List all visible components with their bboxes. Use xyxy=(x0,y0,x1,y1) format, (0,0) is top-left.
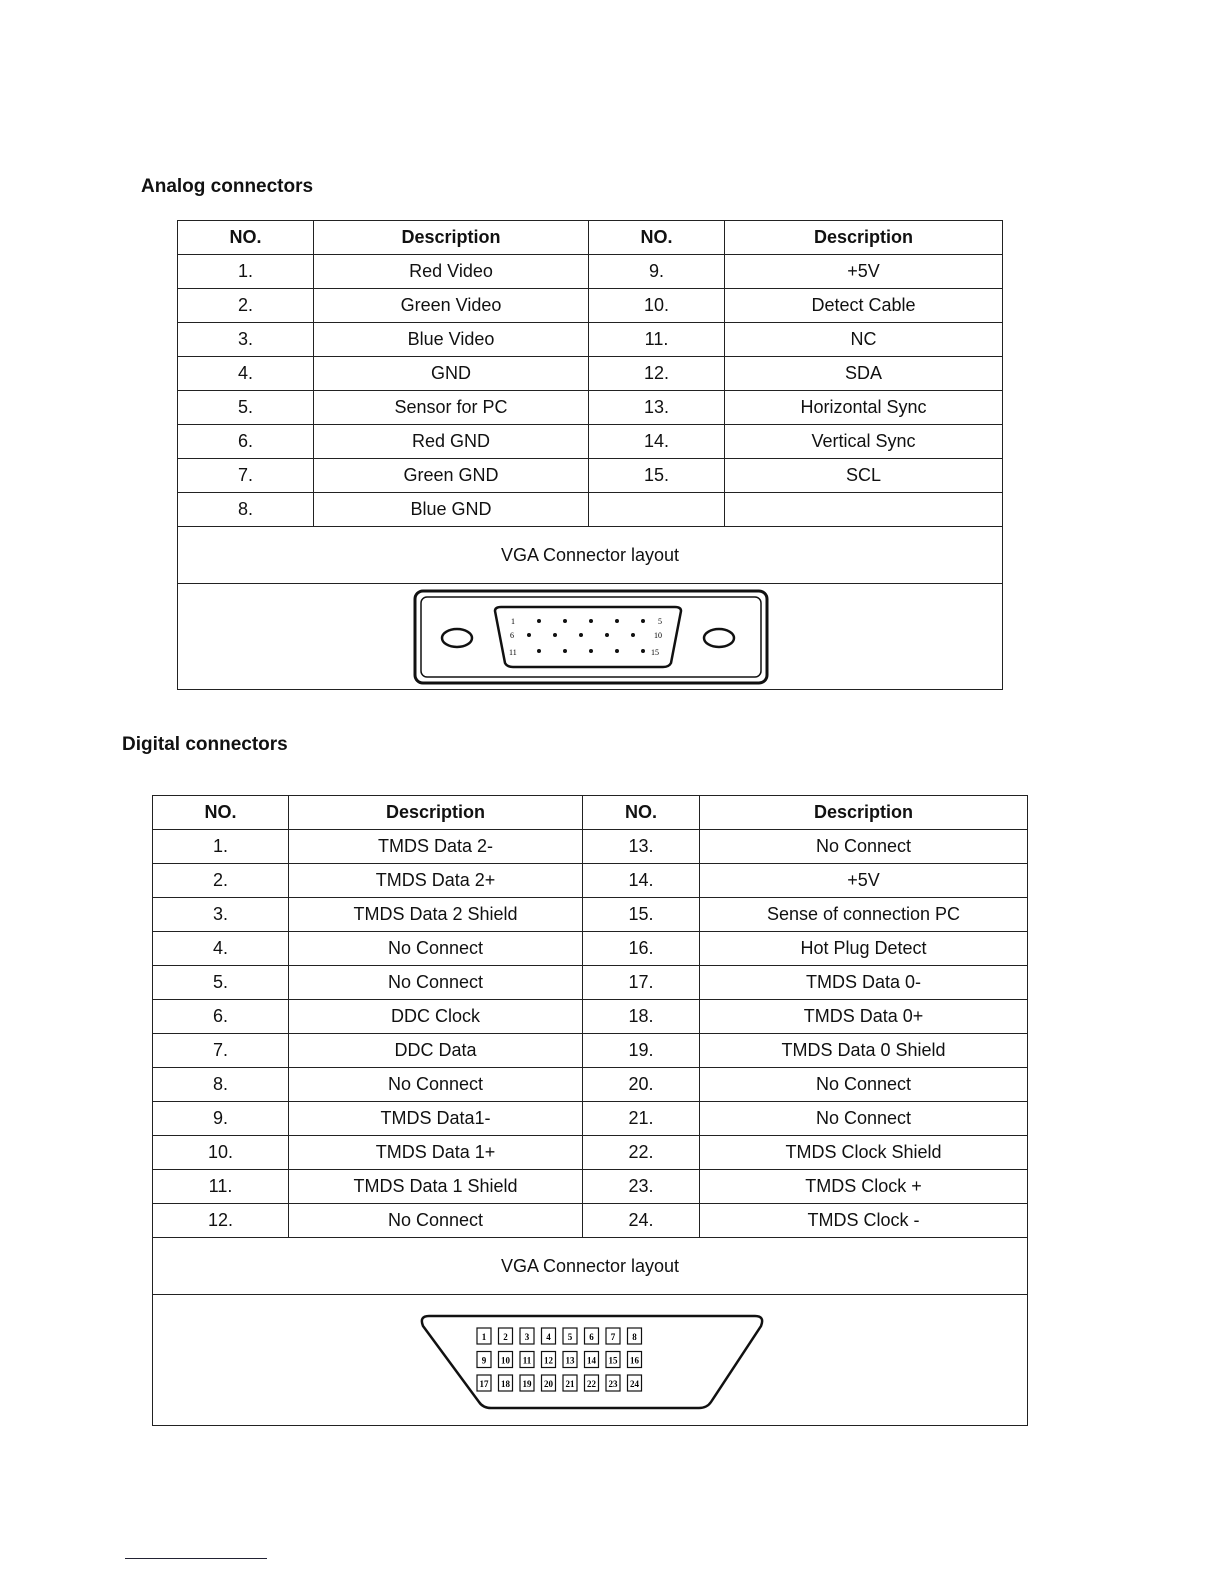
pin-number-cell: 11. xyxy=(589,323,725,357)
dvi-pin-label: 8 xyxy=(632,1332,637,1342)
table-row xyxy=(178,255,1003,289)
pin-number-cell: 6. xyxy=(153,1000,289,1034)
pin-number-cell: 16. xyxy=(583,932,700,966)
pin-number-cell: 5. xyxy=(178,391,314,425)
pin-description-cell: No Connect xyxy=(289,932,583,966)
pin-number-cell: 19. xyxy=(583,1034,700,1068)
pin-description-cell: No Connect xyxy=(289,966,583,1000)
pin-description-cell: Blue GND xyxy=(314,493,589,527)
pin-number-cell: 17. xyxy=(583,966,700,1000)
analog-header-row xyxy=(178,221,1003,255)
pin-number-cell: 24. xyxy=(583,1204,700,1238)
vga-pin xyxy=(641,649,645,653)
pin-description-cell: TMDS Data 1+ xyxy=(289,1136,583,1170)
pin-number-cell: 7. xyxy=(153,1034,289,1068)
pin-description-cell: TMDS Clock - xyxy=(700,1204,1028,1238)
pin-number-cell: 12. xyxy=(153,1204,289,1238)
dvi-pin-label: 12 xyxy=(544,1355,553,1366)
pin-description-cell: Sense of connection PC xyxy=(700,898,1028,932)
analog-pin-table xyxy=(177,220,1003,690)
pin-number-cell: 14. xyxy=(583,864,700,898)
pin-number-cell: 21. xyxy=(583,1102,700,1136)
digital-header-row xyxy=(153,796,1028,830)
vga-pin xyxy=(641,619,645,623)
pin-number-cell: 1. xyxy=(178,255,314,289)
pin-description-cell: Detect Cable xyxy=(725,289,1003,323)
pin-number-cell: 10. xyxy=(153,1136,289,1170)
analog-header-description: Description xyxy=(314,221,589,255)
vga-pin xyxy=(553,633,557,637)
dvi-pin-label: 23 xyxy=(608,1379,618,1389)
dvi-pin-label: 1 xyxy=(481,1332,487,1342)
vga-pin xyxy=(589,649,593,653)
table-row xyxy=(153,1204,1028,1238)
dvi-pin-label: 9 xyxy=(481,1355,487,1366)
pin-description-cell: TMDS Clock + xyxy=(700,1170,1028,1204)
dvi-pin-label: 18 xyxy=(501,1379,510,1389)
vga-pin-label: 10 xyxy=(654,630,662,640)
pin-number-cell: 10. xyxy=(589,289,725,323)
digital-header-description: Description xyxy=(700,796,1028,830)
pin-number-cell: 3. xyxy=(178,323,314,357)
vga-pin xyxy=(615,619,619,623)
dvi-pin-label: 10 xyxy=(501,1355,510,1366)
pin-description-cell: No Connect xyxy=(700,1068,1028,1102)
pin-number-cell: 2. xyxy=(153,864,289,898)
vga-pin xyxy=(631,633,635,637)
dvi-pin-label: 16 xyxy=(630,1355,639,1366)
dvi-pin-label: 5 xyxy=(567,1332,573,1342)
table-row xyxy=(178,493,1003,527)
analog-header-no: NO. xyxy=(589,221,725,255)
pin-number-cell: 4. xyxy=(178,357,314,391)
pin-number-cell: 4. xyxy=(153,932,289,966)
pin-description-cell: TMDS Data1- xyxy=(289,1102,583,1136)
pin-number-cell: 11. xyxy=(153,1170,289,1204)
analog-section-title: Analog connectors xyxy=(141,176,314,197)
table-row xyxy=(153,830,1028,864)
dvi-pin-label: 4 xyxy=(546,1332,551,1342)
pin-description-cell: No Connect xyxy=(700,1102,1028,1136)
digital-header-description: Description xyxy=(289,796,583,830)
pin-description-cell: No Connect xyxy=(700,830,1028,864)
vga-pin xyxy=(563,619,567,623)
pin-description-cell: Green Video xyxy=(314,289,589,323)
pin-number-cell: 13. xyxy=(589,391,725,425)
pin-description-cell: TMDS Data 2+ xyxy=(289,864,583,898)
pin-description-cell: TMDS Data 2 Shield xyxy=(289,898,583,932)
pin-description-cell: GND xyxy=(314,357,589,391)
pin-number-cell: 20. xyxy=(583,1068,700,1102)
pin-number-cell: 6. xyxy=(178,425,314,459)
dvi-pin-label: 24 xyxy=(630,1379,639,1389)
pin-number-cell: 8. xyxy=(178,493,314,527)
pin-description-cell: Red Video xyxy=(314,255,589,289)
pin-description-cell: TMDS Data 0+ xyxy=(700,1000,1028,1034)
table-row xyxy=(178,459,1003,493)
pin-description-cell: TMDS Data 1 Shield xyxy=(289,1170,583,1204)
pin-description-cell: No Connect xyxy=(289,1068,583,1102)
vga-pin-label: 11 xyxy=(509,647,517,657)
pin-description-cell: No Connect xyxy=(289,1204,583,1238)
table-row xyxy=(153,864,1028,898)
pin-number-cell: 15. xyxy=(583,898,700,932)
vga-pin-label: 1 xyxy=(511,616,515,626)
pin-number-cell: 3. xyxy=(153,898,289,932)
pin-number-cell: 7. xyxy=(178,459,314,493)
dvi-pin-label: 6 xyxy=(589,1332,594,1342)
pin-number-cell: 9. xyxy=(589,255,725,289)
table-row xyxy=(178,357,1003,391)
dvi-pin-label: 14 xyxy=(587,1355,596,1366)
dvi-pin-label: 7 xyxy=(610,1332,616,1342)
vga-left-screw-hole xyxy=(442,629,472,647)
pin-description-cell: TMDS Clock Shield xyxy=(700,1136,1028,1170)
table-row xyxy=(178,289,1003,323)
pin-number-cell: 13. xyxy=(583,830,700,864)
vga-outer-shell xyxy=(415,591,767,683)
dvi-pin-grid xyxy=(477,1328,642,1391)
table-row xyxy=(178,425,1003,459)
digital-header-no: NO. xyxy=(583,796,700,830)
pin-description-cell: +5V xyxy=(700,864,1028,898)
pin-number-cell: 18. xyxy=(583,1000,700,1034)
vga-connector-diagram xyxy=(411,587,771,687)
table-row xyxy=(153,966,1028,1000)
pin-description-cell: TMDS Data 0- xyxy=(700,966,1028,1000)
vga-pin xyxy=(537,649,541,653)
vga-pin xyxy=(537,619,541,623)
pin-description-cell: SCL xyxy=(725,459,1003,493)
pin-number-cell: 23. xyxy=(583,1170,700,1204)
footnote-rule xyxy=(125,1558,267,1559)
dvi-pin-label: 20 xyxy=(544,1379,553,1389)
vga-pin xyxy=(579,633,583,637)
vga-pin xyxy=(605,633,609,637)
table-row xyxy=(178,391,1003,425)
dvi-pin-label: 11 xyxy=(522,1355,532,1366)
vga-pin xyxy=(563,649,567,653)
pin-description-cell: Red GND xyxy=(314,425,589,459)
digital-pin-table xyxy=(152,795,1028,1426)
analog-header-no: NO. xyxy=(178,221,314,255)
analog-layout-label: VGA Connector layout xyxy=(178,527,1003,584)
dvi-pin-label: 2 xyxy=(503,1332,508,1342)
vga-pin xyxy=(615,649,619,653)
pin-description-cell: Hot Plug Detect xyxy=(700,932,1028,966)
pin-number-cell: 12. xyxy=(589,357,725,391)
pin-description-cell: TMDS Data 2- xyxy=(289,830,583,864)
table-row xyxy=(153,1068,1028,1102)
vga-pin-grid xyxy=(527,619,645,653)
pin-number-cell xyxy=(589,493,725,527)
pin-description-cell: Blue Video xyxy=(314,323,589,357)
pin-number-cell: 22. xyxy=(583,1136,700,1170)
vga-pin-label: 5 xyxy=(658,616,662,626)
dvi-pin-label: 13 xyxy=(565,1355,575,1366)
table-row xyxy=(153,1136,1028,1170)
pin-description-cell xyxy=(725,493,1003,527)
pin-description-cell: Vertical Sync xyxy=(725,425,1003,459)
pin-number-cell: 1. xyxy=(153,830,289,864)
pin-number-cell: 5. xyxy=(153,966,289,1000)
analog-drawing-cell xyxy=(178,584,1003,690)
digital-header-no: NO. xyxy=(153,796,289,830)
table-row xyxy=(153,932,1028,966)
vga-pin xyxy=(589,619,593,623)
pin-description-cell: TMDS Data 0 Shield xyxy=(700,1034,1028,1068)
vga-right-screw-hole xyxy=(704,629,734,647)
dvi-pin-label: 19 xyxy=(522,1379,532,1389)
vga-pin-label: 15 xyxy=(651,647,659,657)
dvi-pin-label: 3 xyxy=(524,1332,530,1342)
pin-description-cell: Horizontal Sync xyxy=(725,391,1003,425)
digital-layout-label: VGA Connector layout xyxy=(153,1238,1028,1295)
dvi-pin-label: 22 xyxy=(587,1379,596,1389)
pin-number-cell: 14. xyxy=(589,425,725,459)
dvi-pin-label: 17 xyxy=(479,1379,489,1389)
table-row xyxy=(153,1102,1028,1136)
table-row xyxy=(153,1034,1028,1068)
pin-description-cell: DDC Data xyxy=(289,1034,583,1068)
table-row xyxy=(178,323,1003,357)
pin-number-cell: 15. xyxy=(589,459,725,493)
table-row xyxy=(153,898,1028,932)
pin-number-cell: 9. xyxy=(153,1102,289,1136)
dvi-pin-label: 15 xyxy=(608,1355,618,1366)
analog-header-description: Description xyxy=(725,221,1003,255)
vga-pin xyxy=(527,633,531,637)
pin-number-cell: 8. xyxy=(153,1068,289,1102)
pin-description-cell: NC xyxy=(725,323,1003,357)
pin-number-cell: 2. xyxy=(178,289,314,323)
digital-drawing-cell xyxy=(153,1295,1028,1426)
dvi-connector-diagram xyxy=(419,1310,769,1410)
pin-description-cell: Green GND xyxy=(314,459,589,493)
vga-pin-label: 6 xyxy=(510,630,514,640)
pin-description-cell: Sensor for PC xyxy=(314,391,589,425)
pin-description-cell: SDA xyxy=(725,357,1003,391)
pin-description-cell: DDC Clock xyxy=(289,1000,583,1034)
dvi-pin-label: 21 xyxy=(565,1379,575,1389)
table-row xyxy=(153,1000,1028,1034)
table-row xyxy=(153,1170,1028,1204)
pin-description-cell: +5V xyxy=(725,255,1003,289)
digital-section-title: Digital connectors xyxy=(122,734,288,755)
